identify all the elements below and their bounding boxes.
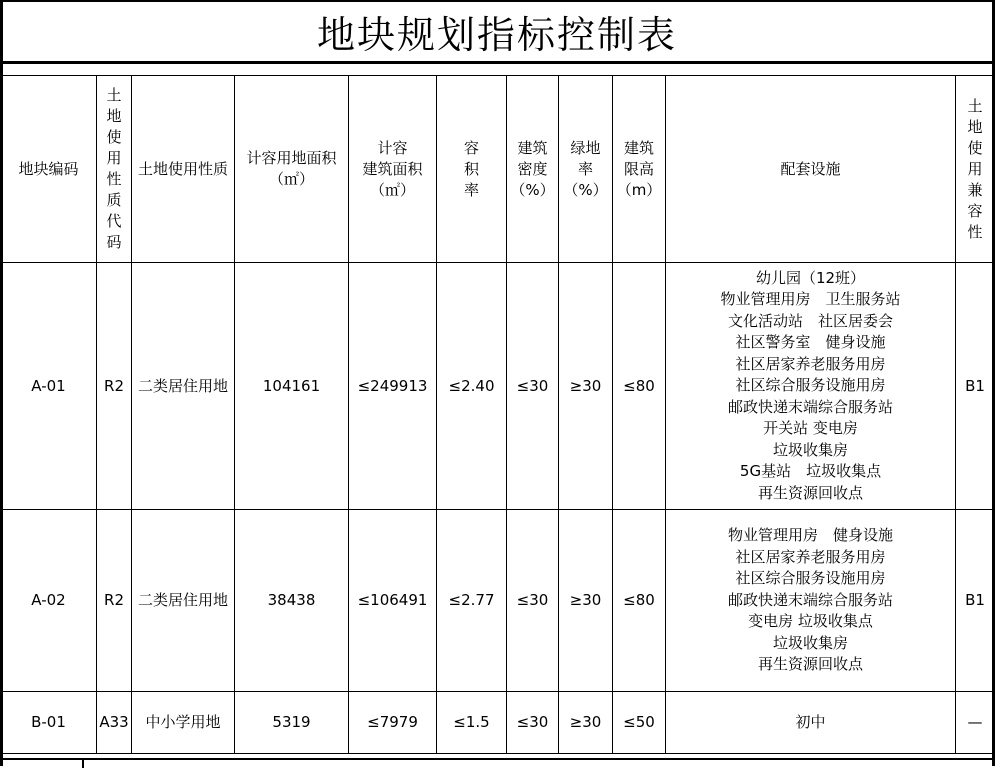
outer-border-left (0, 0, 3, 766)
facility-item: 5G基站 垃圾收集点 (739, 462, 882, 481)
cell-land-use-code: R2 (97, 510, 132, 692)
cell-compat: B1 (956, 263, 995, 510)
cell-facilities (666, 510, 956, 692)
facility-item: 幼儿园（12班） (755, 268, 866, 287)
cell-floor-area: ≤106491 (349, 510, 437, 692)
facility-item: 垃圾收集房 (772, 440, 848, 459)
table-row (1, 510, 995, 692)
header-plot-code: 地块编码 (1, 76, 97, 263)
header-density-line2: 密度 (517, 159, 548, 178)
cell-plot-code: A-01 (1, 263, 97, 510)
header-floor-area-line3: （㎡） (369, 180, 415, 199)
cell-land-use: 二类居住用地 (132, 510, 235, 692)
outer-border-right (992, 0, 995, 766)
header-density-line1: 建筑 (517, 138, 548, 157)
header-height-line1: 建筑 (623, 138, 654, 157)
header-floor-area-line2: 建筑面积 (362, 159, 423, 178)
cell-far: ≤1.5 (437, 692, 507, 754)
facility-item: 社区综合服务设施用房 (735, 569, 886, 588)
table-row (1, 692, 995, 754)
facility-item: 再生资源回收点 (757, 655, 863, 674)
cell-height: ≤80 (613, 510, 666, 692)
header-floor-area (349, 76, 437, 263)
cell-density: ≤30 (507, 510, 559, 692)
cell-site-area: 38438 (235, 510, 349, 692)
planning-index-table (0, 75, 995, 754)
header-compat: 土地使用兼容性 (956, 76, 995, 263)
cell-plot-code: A-02 (1, 510, 97, 692)
cell-green: ≥30 (559, 263, 613, 510)
facility-item: 物业管理用房 卫生服务站 (720, 290, 901, 309)
cell-land-use-code: R2 (97, 263, 132, 510)
cell-site-area: 104161 (235, 263, 349, 510)
header-floor-area-line1: 计容 (377, 138, 408, 157)
facility-item: 垃圾收集房 (772, 633, 848, 652)
next-row-edge (0, 758, 994, 766)
cell-height: ≤50 (613, 692, 666, 754)
cell-far: ≤2.40 (437, 263, 507, 510)
cell-green: ≥30 (559, 510, 613, 692)
cell-floor-area: ≤7979 (349, 692, 437, 754)
facility-item: 社区居家养老服务用房 (735, 354, 886, 373)
cell-facilities (666, 263, 956, 510)
header-green (559, 76, 613, 263)
cell-site-area: 5319 (235, 692, 349, 754)
facility-item: 开关站 变电房 (763, 419, 858, 438)
header-far: 容积率 (437, 76, 507, 263)
cell-floor-area: ≤249913 (349, 263, 437, 510)
facility-item: 文化活动站 社区居委会 (727, 311, 893, 330)
cell-land-use: 中小学用地 (132, 692, 235, 754)
facility-item: 社区居家养老服务用房 (735, 547, 886, 566)
table-row (1, 263, 995, 510)
header-height-line2: 限高 (623, 159, 654, 178)
header-site-area-line1: 计容用地面积 (246, 149, 337, 167)
cell-plot-code: B-01 (1, 692, 97, 754)
facility-item: 再生资源回收点 (757, 483, 863, 502)
cell-facilities (666, 692, 956, 754)
cell-land-use-code: A33 (97, 692, 132, 754)
cell-compat: B1 (956, 510, 995, 692)
facility-item: 物业管理用房 健身设施 (727, 526, 893, 545)
cell-far: ≤2.77 (437, 510, 507, 692)
facility-item: 邮政快递末端综合服务站 (727, 590, 893, 609)
facility-item: 社区综合服务设施用房 (735, 376, 886, 395)
next-row-divider (82, 760, 84, 768)
header-site-area-line2: （㎡） (268, 170, 314, 188)
cell-density: ≤30 (507, 263, 559, 510)
cell-height: ≤80 (613, 263, 666, 510)
header-green-line3: （%） (563, 180, 608, 199)
facility-item: 社区警务室 健身设施 (735, 333, 886, 352)
header-density (507, 76, 559, 263)
cell-green: ≥30 (559, 692, 613, 754)
header-land-use: 土地使用性质 (132, 76, 235, 263)
table-title-row (0, 0, 994, 64)
header-land-use-code: 土地使用性质代码 (97, 76, 132, 263)
header-height (613, 76, 666, 263)
header-density-line3: （%） (510, 180, 555, 199)
header-row (1, 76, 995, 263)
header-facilities: 配套设施 (666, 76, 956, 263)
facility-item: 变电房 垃圾收集点 (748, 612, 873, 631)
cell-compat: — (956, 692, 995, 754)
header-green-line2: 率 (577, 159, 593, 178)
cell-land-use: 二类居住用地 (132, 263, 235, 510)
header-height-line3: （m） (616, 180, 662, 199)
header-site-area (235, 76, 349, 263)
facility-item: 邮政快递末端综合服务站 (727, 397, 893, 416)
header-green-line1: 绿地 (570, 138, 601, 157)
cell-density: ≤30 (507, 692, 559, 754)
facility-item: 初中 (795, 712, 826, 731)
table-title: 地块规划指标控制表 (316, 13, 677, 57)
